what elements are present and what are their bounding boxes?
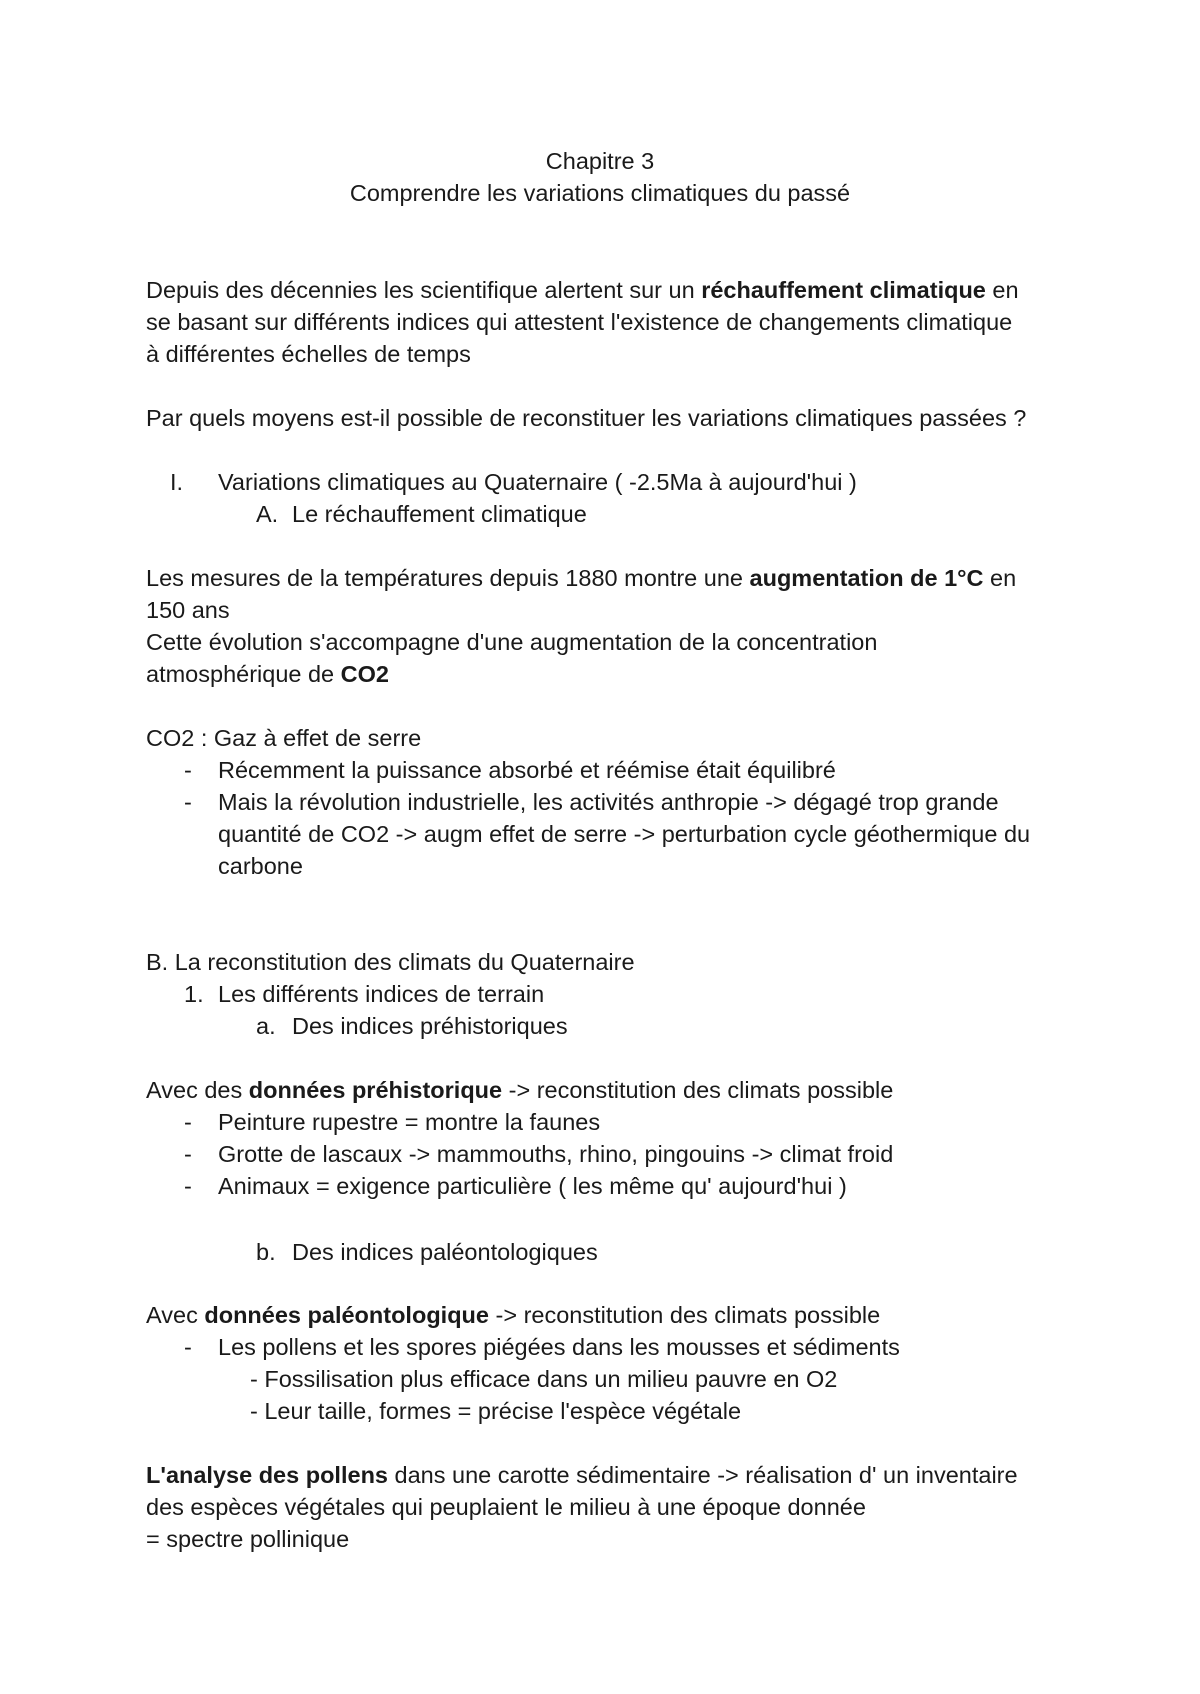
chapter-label: Chapitre 3: [545, 148, 655, 174]
text: Avec: [146, 1302, 205, 1328]
bold-term: augmentation de 1°C: [749, 565, 984, 591]
bullet-text: Mais la révolution industrielle, les activités anthropie -> dégagé trop grande: [218, 789, 999, 815]
problem-question: Par quels moyens est-il possible de reconstituer les variations climatiques passées ?: [146, 405, 1027, 431]
text: en: [985, 277, 1019, 303]
paragraph-line: [146, 658, 389, 690]
subsection-marker: 1.: [184, 981, 204, 1007]
bullet-dash: -: [184, 1334, 192, 1360]
paragraph-line: Cette évolution s'accompagne d'une augmentation de la concentration: [146, 629, 878, 655]
bullet-dash: -: [184, 789, 192, 815]
bullet-text: Grotte de lascaux -> mammouths, rhino, pingouins -> climat froid: [218, 1141, 894, 1167]
bullet-text: quantité de CO2 -> augm effet de serre -> perturbation cycle géothermique du: [218, 821, 1031, 847]
subsection-title: Des indices paléontologiques: [292, 1239, 598, 1265]
bullet-text: Récemment la puissance absorbé et réémise était équilibré: [218, 757, 836, 783]
bold-term: L'analyse des pollens: [146, 1462, 388, 1488]
bullet-text: Animaux = exigence particulière ( les même qu' aujourd'hui ): [218, 1173, 847, 1199]
paragraph-line: 150 ans: [146, 597, 230, 623]
co2-title: CO2 : Gaz à effet de serre: [146, 725, 422, 751]
bold-term: réchauffement climatique: [701, 277, 986, 303]
paragraph-line: des espèces végétales qui peuplaient le milieu à une époque donnée: [146, 1494, 866, 1520]
subsection-marker: a.: [256, 1013, 276, 1039]
bold-term: données préhistorique: [248, 1077, 503, 1103]
paragraph-line: [146, 1074, 893, 1106]
bullet-dash: -: [184, 1141, 192, 1167]
subsection-title: Les différents indices de terrain: [218, 981, 545, 1007]
subsection-title: Le réchauffement climatique: [292, 501, 587, 527]
intro-paragraph-line: à différentes échelles de temps: [146, 341, 471, 367]
paragraph-line: [146, 562, 1016, 594]
text: Avec des: [146, 1077, 249, 1103]
section-title: B. La reconstitution des climats du Quaternaire: [146, 949, 635, 975]
text: -> reconstitution des climats possible: [502, 1077, 894, 1103]
bold-term: CO2: [340, 661, 389, 687]
paragraph-line: [146, 1299, 880, 1331]
intro-paragraph-line: [146, 274, 1019, 306]
subsection-marker: b.: [256, 1239, 276, 1265]
subsection-title: Des indices préhistoriques: [292, 1013, 568, 1039]
bullet-dash: -: [184, 757, 192, 783]
sub-bullet-text: - Fossilisation plus efficace dans un milieu pauvre en O2: [250, 1366, 838, 1392]
bullet-dash: -: [184, 1173, 192, 1199]
bullet-text: carbone: [218, 853, 303, 879]
text: en: [983, 565, 1017, 591]
bullet-dash: -: [184, 1109, 192, 1135]
bold-term: données paléontologique: [204, 1302, 489, 1328]
bullet-text: Peinture rupestre = montre la faunes: [218, 1109, 601, 1135]
page-title: Comprendre les variations climatiques du passé: [349, 180, 851, 206]
text: dans une carotte sédimentaire -> réalisation d' un inventaire: [388, 1462, 1018, 1488]
text: Depuis des décennies les scientifique alertent sur un: [146, 277, 702, 303]
intro-paragraph-line: se basant sur différents indices qui attestent l'existence de changements climatique: [146, 309, 1013, 335]
text: atmosphérique de: [146, 661, 341, 687]
text: Les mesures de la températures depuis 1880 montre une: [146, 565, 750, 591]
section-marker: I.: [170, 469, 184, 495]
sub-bullet-text: - Leur taille, formes = précise l'espèce végétale: [250, 1398, 742, 1424]
bullet-text: Les pollens et les spores piégées dans les mousses et sédiments: [218, 1334, 900, 1360]
section-title: Variations climatiques au Quaternaire ( -2.5Ma à aujourd'hui ): [218, 469, 857, 495]
text: -> reconstitution des climats possible: [488, 1302, 881, 1328]
paragraph-line: = spectre pollinique: [146, 1526, 350, 1552]
paragraph-line: [146, 1459, 1018, 1491]
subsection-marker: A.: [256, 501, 279, 527]
